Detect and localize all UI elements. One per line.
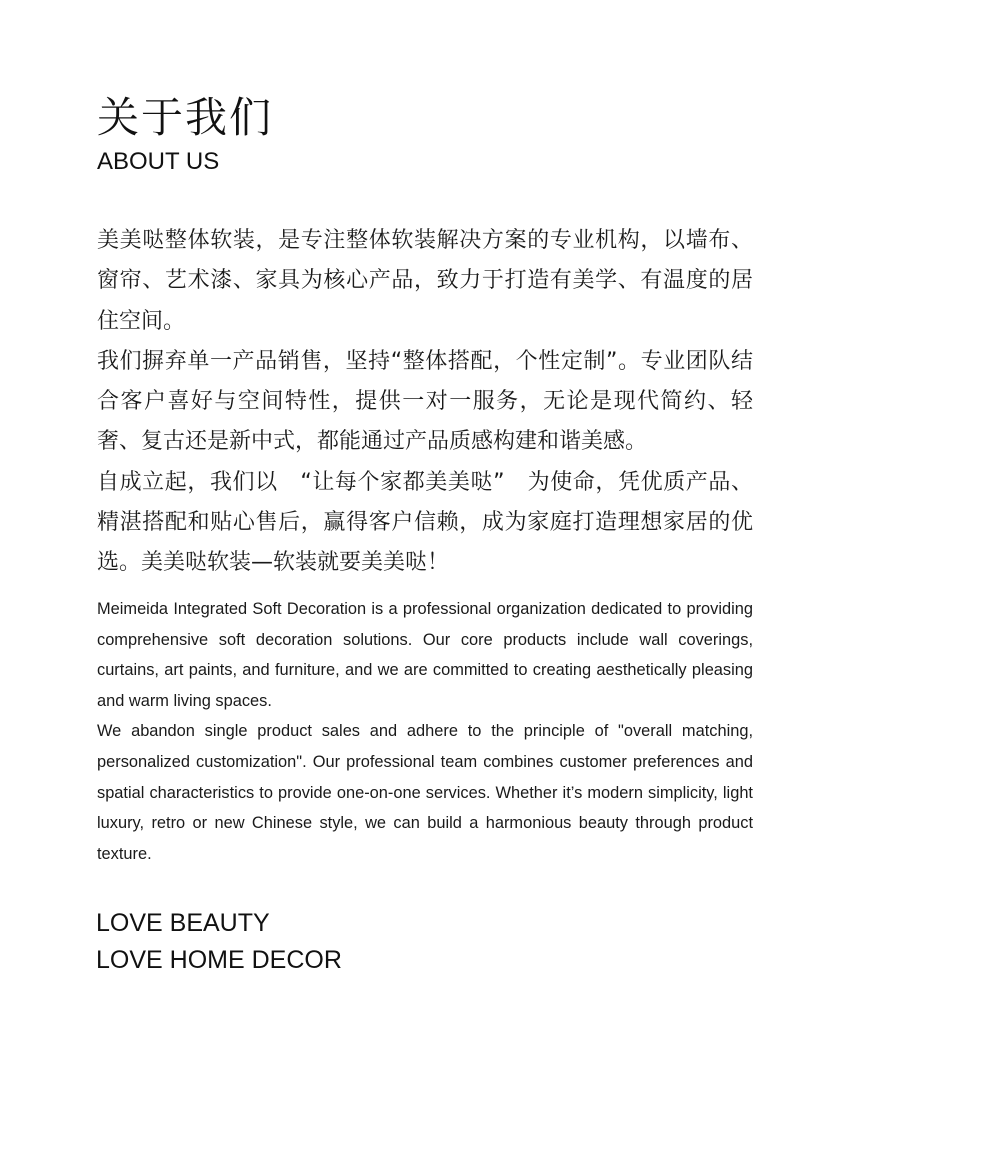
chinese-paragraph-intro: 美美哒整体软装，是专注整体软装解决方案的专业机构，以墙布、窗帘、艺术漆、家具为核心产品，致力于打造有美学、有温度的居住空间。 [97,228,753,334]
chinese-paragraph-mission: 自成立起，我们以 “让每个家都美美哒” 为使命，凭优质产品、精湛搭配和贴心售后，赢得客户信赖，成为家庭打造理想家居的优选。美美哒软装—软装就要美美哒！ [97,469,753,576]
english-paragraph-intro: Meimeida Integrated Soft Decoration is a professional organization dedicated to providing comprehensive soft decoration solutions. Our core products include wall coverings, curtains, art paints, and furniture, and we are committed to creating aesthetically pleasing and warm living spaces. [97,600,753,710]
slogan-love-home-decor: LOVE HOME DECOR [96,946,342,974]
slogan-love-beauty: LOVE BEAUTY [96,909,270,937]
chinese-description [97,221,753,584]
english-description [97,594,753,869]
chinese-paragraph-service: 我们摒弃单一产品销售，坚持“整体搭配，个性定制”。专业团队结合客户喜好与空间特性，提供一对一服务，无论是现代简约、轻奢、复古还是新中式，都能通过产品质感构建和谐美感。 [97,348,753,455]
english-paragraph-service: We abandon single product sales and adhere to the principle of "overall matching, personalized customization". Our professional team combines customer preferences and spatial characteristics to provide one-on-one services. Whether it’s modern simplicity, light luxury, retro or new Chinese style, we can build a harmonious beauty through product texture. [97,722,753,863]
page-title-english: ABOUT US [97,148,220,175]
page-title-chinese: 关于我们 [97,93,274,142]
